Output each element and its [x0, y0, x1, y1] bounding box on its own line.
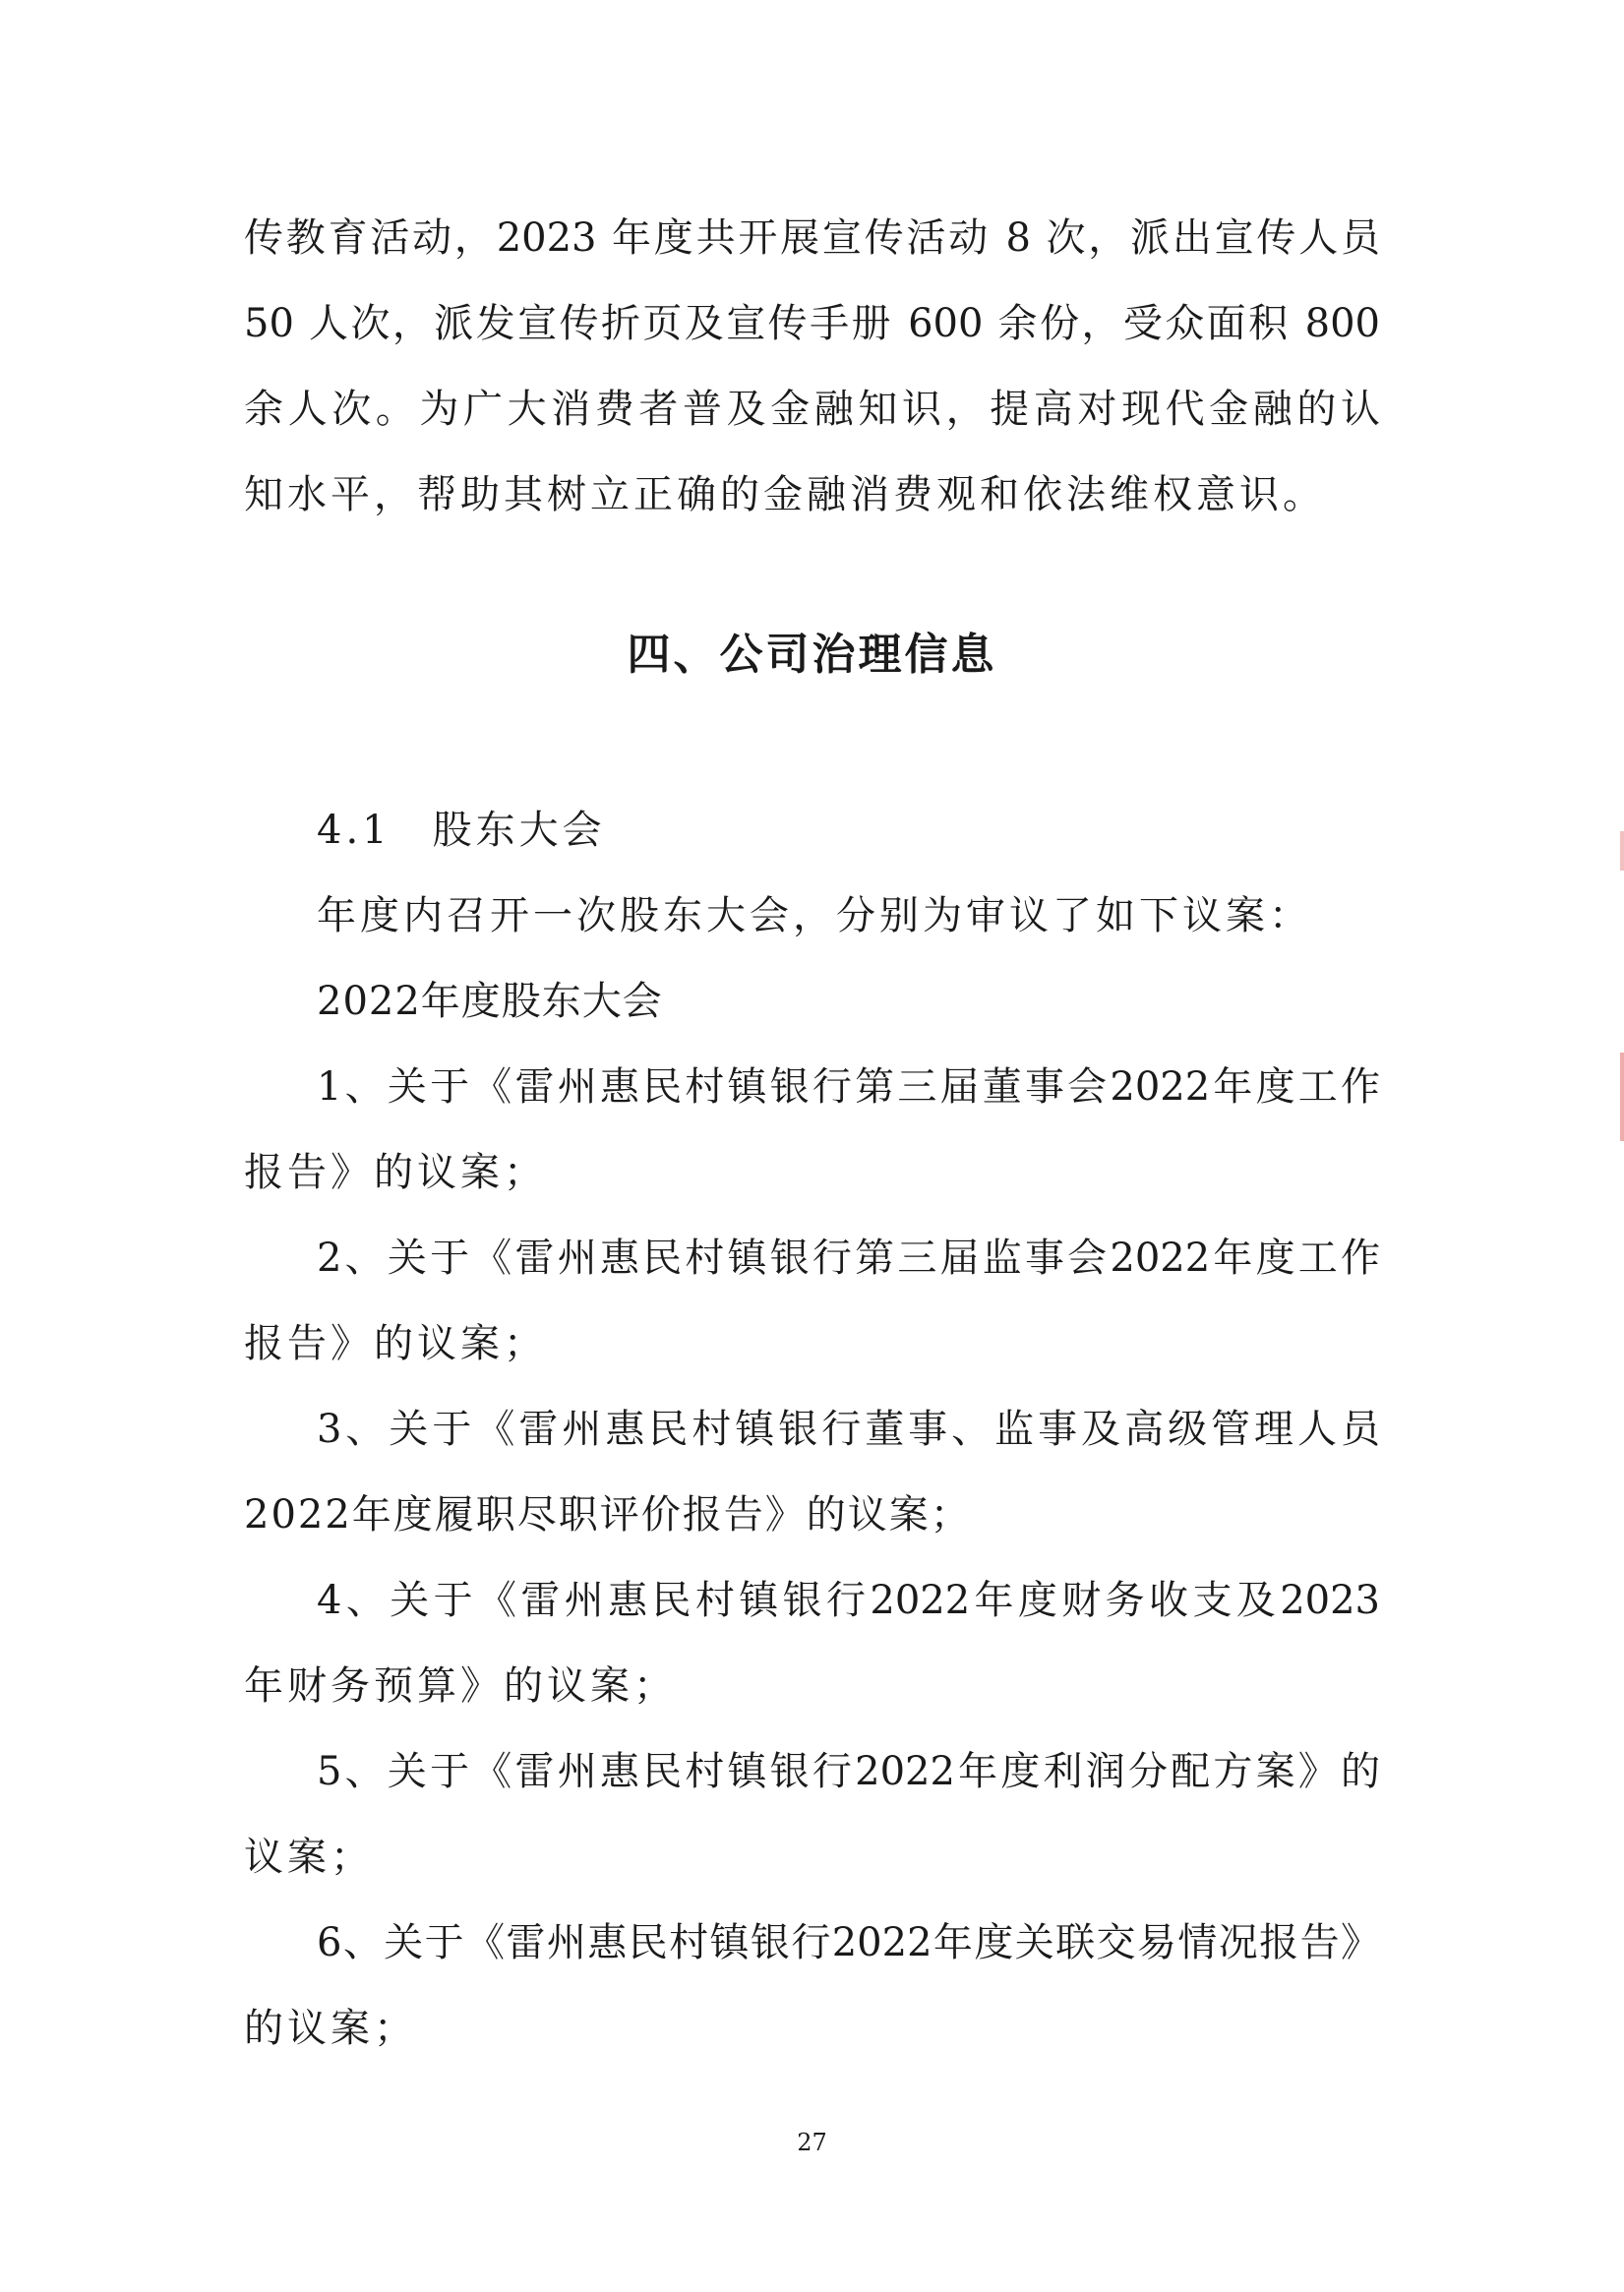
agenda-item-line: 4、关于《雷州惠民村镇银行2022年度财务收支及2023: [317, 1578, 1380, 1623]
subsection-heading: [317, 805, 1380, 856]
agenda-item-line: 报告》的议案；: [244, 1321, 547, 1366]
subsection-number: 4.1: [317, 808, 391, 853]
paragraph-line: 知水平，帮助其树立正确的金融消费观和依法维权意识。: [244, 472, 1326, 517]
paragraph-line: 余人次。为广大消费者普及金融知识，提高对现代金融的认: [244, 387, 1380, 432]
agenda-item-line: 2022年度履职尽职评价报告》的议案；: [244, 1492, 972, 1538]
intro-sentence: 年度内召开一次股东大会，分别为审议了如下议案：: [317, 893, 1312, 938]
page-number: 27: [797, 2129, 827, 2156]
scan-edge-mark: [1620, 1053, 1624, 1141]
agenda-item-line: 年财务预算》的议案；: [244, 1663, 677, 1709]
agenda-item-line: 报告》的议案；: [244, 1150, 547, 1195]
subsection-title: 股东大会: [432, 808, 606, 853]
agenda-item-line: 3、关于《雷州惠民村镇银行董事、监事及高级管理人员: [317, 1407, 1380, 1452]
agenda-item-line: 2、关于《雷州惠民村镇银行第三届监事会2022年度工作: [317, 1236, 1380, 1281]
agenda-item-line: 1、关于《雷州惠民村镇银行第三届董事会2022年度工作: [317, 1064, 1380, 1110]
meeting-title: 2022年度股东大会: [317, 979, 663, 1024]
agenda-item-line: 6、关于《雷州惠民村镇银行2022年度关联交易情况报告》: [317, 1920, 1380, 1965]
agenda-item-line: 的议案；: [244, 2006, 417, 2051]
section-heading: 四、公司治理信息: [627, 630, 997, 680]
paragraph-line: 传教育活动，2023 年度共开展宣传活动 8 次，派出宣传人员: [244, 215, 1380, 261]
agenda-item-line: 5、关于《雷州惠民村镇银行2022年度利润分配方案》的: [317, 1749, 1380, 1794]
paragraph-line: 50 人次，派发宣传折页及宣传手册 600 余份，受众面积 800: [244, 301, 1380, 346]
agenda-item-line: 议案；: [244, 1835, 374, 1880]
scan-edge-mark: [1620, 831, 1624, 871]
